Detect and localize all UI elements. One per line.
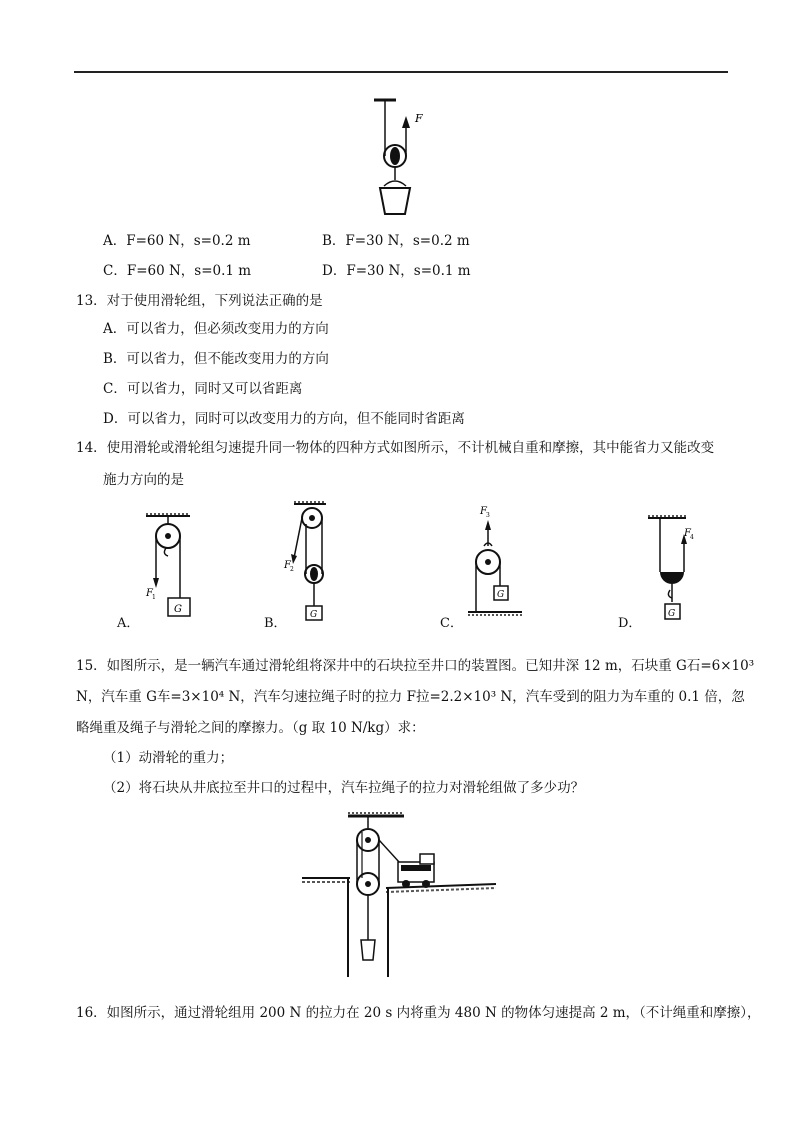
q14-figure-b xyxy=(280,498,340,623)
q12-option-c[interactable]: C．F=60 N，s=0.1 m xyxy=(103,263,252,279)
q14-b-sub: 2 xyxy=(290,566,294,573)
q14-b-weight: G xyxy=(310,610,318,620)
q15-line3: 略绳重及绳子与滑轮之间的摩擦力。（g 取 10 N/kg）求： xyxy=(76,720,425,736)
q14-c-sub: 3 xyxy=(486,512,490,519)
header-rule xyxy=(74,71,728,73)
q14-option-c[interactable]: C． xyxy=(440,616,463,631)
q13-option-d[interactable]: D．可以省力，同时可以改变用力的方向，但不能同时省距离 xyxy=(103,411,465,427)
q15-line1: 15．如图所示，是一辆汽车通过滑轮组将深井中的石块拉至井口的装置图。已知井深 12 m，石块重 G石=6×10³ xyxy=(76,658,755,674)
q13-stem: 13．对于使用滑轮组，下列说法正确的是 xyxy=(76,293,323,309)
q14-option-b[interactable]: B． xyxy=(264,616,287,631)
q14-figure-a xyxy=(138,512,208,622)
q14-figure-d xyxy=(640,512,710,624)
q14-b-force: F xyxy=(284,560,291,571)
q14-option-a[interactable]: A． xyxy=(117,616,140,631)
q14-c-force: F xyxy=(480,506,487,517)
q14-option-d[interactable]: D． xyxy=(618,616,642,631)
q13-option-a[interactable]: A．可以省力，但必须改变用力的方向 xyxy=(103,321,329,337)
q14-a-force: F xyxy=(146,588,153,599)
q14-d-sub: 4 xyxy=(690,534,694,541)
q14-c-weight: G xyxy=(497,590,505,600)
q12-pulley-figure xyxy=(368,96,438,222)
q14-d-force: F xyxy=(684,528,691,539)
q14-a-weight: G xyxy=(174,604,182,615)
q15-line2: N，汽车重 G车=3×10⁴ N，汽车匀速拉绳子时的拉力 F拉=2.2×10³ N，汽车受到的阻力为车重的 0.1 倍，忽 xyxy=(76,689,745,705)
q14-a-sub: 1 xyxy=(152,594,156,601)
q16-line1: 16．如图所示，通过滑轮组用 200 N 的拉力在 20 s 内将重为 480 N 的物体匀速提高 2 m，（不计绳重和摩擦）， xyxy=(76,1005,761,1021)
q12-option-d[interactable]: D．F=30 N，s=0.1 m xyxy=(322,263,471,279)
q14-stem-line1: 14．使用滑轮或滑轮组匀速提升同一物体的四种方式如图所示，不计机械自重和摩擦，其中能省力又能改变 xyxy=(76,440,715,456)
q14-figure-c xyxy=(466,500,536,622)
q12-option-a[interactable]: A．F=60 N，s=0.2 m xyxy=(103,233,251,249)
q15-sub2: （2）将石块从井底拉至井口的过程中，汽车拉绳子的拉力对滑轮组做了多少功？ xyxy=(103,780,585,796)
q12-option-b[interactable]: B．F=30 N，s=0.2 m xyxy=(322,233,470,249)
q12-force-label: F xyxy=(415,112,423,125)
q13-option-b[interactable]: B．可以省力，但不能改变用力的方向 xyxy=(103,351,329,367)
q13-option-c[interactable]: C．可以省力，同时又可以省距离 xyxy=(103,381,303,397)
q14-stem-line2: 施力方向的是 xyxy=(103,472,184,488)
q15-well-figure xyxy=(300,812,500,982)
q14-d-weight: G xyxy=(668,609,676,619)
q15-sub1: （1）动滑轮的重力； xyxy=(103,750,234,766)
